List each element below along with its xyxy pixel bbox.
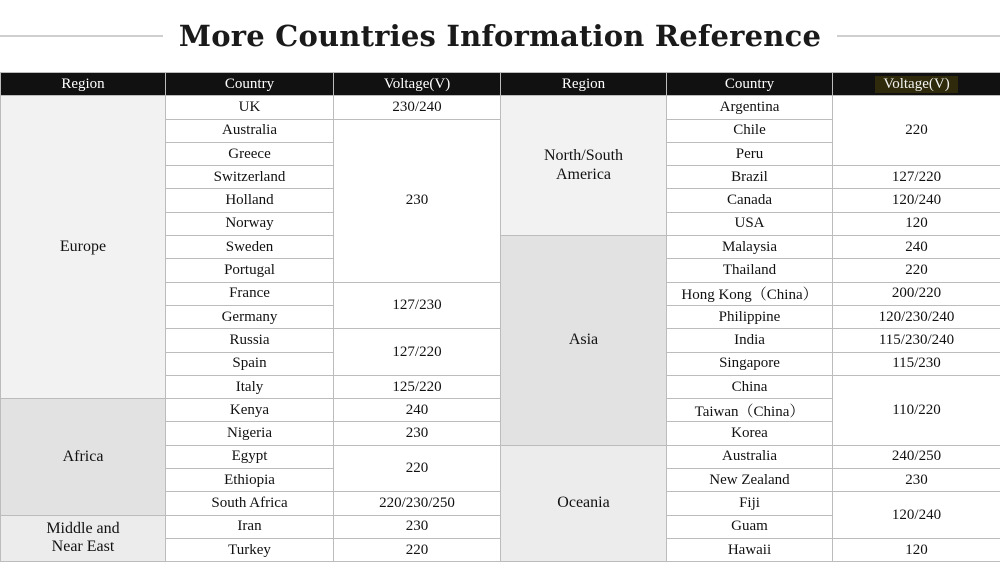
country-cell-left: Turkey [166,538,334,561]
country-cell-left: France [166,282,334,305]
voltage-cell-left: 220 [334,445,501,492]
table-body [1,96,1000,562]
country-cell-left: Portugal [166,259,334,282]
country-cell-right: Guam [667,515,833,538]
country-cell-right: New Zealand [667,469,833,492]
country-cell-left: Germany [166,305,334,328]
country-cell-right: Fiji [667,492,833,515]
header-country-left: Country [166,73,334,96]
country-cell-right: Chile [667,119,833,142]
country-cell-left: Nigeria [166,422,334,445]
country-cell-left: Australia [166,119,334,142]
country-cell-left: Switzerland [166,166,334,189]
voltage-cell-left: 230 [334,515,501,538]
country-cell-right: Canada [667,189,833,212]
voltage-cell-right: 127/220 [833,166,1000,189]
country-cell-right: USA [667,212,833,235]
voltage-cell-right: 115/230 [833,352,1000,375]
country-cell-left: Russia [166,329,334,352]
voltage-cell-left: 230 [334,422,501,445]
voltage-table-wrap [0,72,1000,562]
country-cell-left: Norway [166,212,334,235]
voltage-cell-right: 110/220 [833,375,1000,445]
country-cell-left: Italy [166,375,334,398]
voltage-cell-left: 127/220 [334,329,501,376]
page-title: More Countries Information Reference [178,19,822,53]
voltage-cell-right: 115/230/240 [833,329,1000,352]
table-row [1,96,1000,119]
region-cell-left: Europe [1,96,166,399]
voltage-cell-left: 125/220 [334,375,501,398]
voltage-cell-right: 120 [833,538,1000,561]
region-cell-right: Asia [501,236,667,446]
voltage-cell-right: 120/230/240 [833,305,1000,328]
voltage-cell-left: 230 [334,119,501,282]
title-rule-right [837,35,1000,37]
voltage-cell-right: 120 [833,212,1000,235]
country-cell-right: China [667,375,833,398]
country-cell-right: Hawaii [667,538,833,561]
voltage-cell-left: 230/240 [334,96,501,119]
voltage-cell-right: 200/220 [833,282,1000,305]
voltage-cell-right: 240 [833,236,1000,259]
header-row [1,73,1000,96]
voltage-cell-left: 127/230 [334,282,501,329]
header-voltage-right-label: Voltage(V) [875,76,957,93]
country-cell-right: Korea [667,422,833,445]
country-cell-right: Hong Kong（China） [667,282,833,305]
country-cell-right: Peru [667,142,833,165]
country-cell-left: Spain [166,352,334,375]
title-area [0,0,1000,72]
header-country-right: Country [667,73,833,96]
voltage-cell-right: 220 [833,259,1000,282]
country-cell-right: India [667,329,833,352]
country-cell-right: Taiwan（China） [667,399,833,422]
country-cell-left: UK [166,96,334,119]
voltage-cell-left: 220 [334,538,501,561]
country-cell-left: Egypt [166,445,334,468]
header-region-left: Region [1,73,166,96]
country-cell-left: Sweden [166,236,334,259]
country-cell-left: Holland [166,189,334,212]
header-region-right: Region [501,73,667,96]
country-cell-left: South Africa [166,492,334,515]
voltage-reference-table [0,72,1000,562]
country-cell-left: Iran [166,515,334,538]
voltage-cell-right: 120/240 [833,492,1000,539]
table-header [1,73,1000,96]
country-cell-left: Ethiopia [166,469,334,492]
voltage-cell-right: 230 [833,469,1000,492]
voltage-cell-right: 120/240 [833,189,1000,212]
voltage-cell-left: 220/230/250 [334,492,501,515]
header-voltage-left: Voltage(V) [334,73,501,96]
country-cell-right: Australia [667,445,833,468]
country-cell-right: Philippine [667,305,833,328]
country-cell-right: Brazil [667,166,833,189]
voltage-cell-left: 240 [334,399,501,422]
country-cell-right: Thailand [667,259,833,282]
region-cell-left: Middle and Near East [1,515,166,562]
country-cell-left: Kenya [166,399,334,422]
header-voltage-right [833,73,1000,96]
country-cell-right: Malaysia [667,236,833,259]
region-cell-right: Oceania [501,445,667,561]
country-cell-right: Singapore [667,352,833,375]
country-cell-right: Argentina [667,96,833,119]
region-cell-right: North/South America [501,96,667,236]
title-rule-left [0,35,163,37]
voltage-cell-right: 240/250 [833,445,1000,468]
voltage-cell-right: 220 [833,96,1000,166]
region-cell-left: Africa [1,399,166,515]
country-cell-left: Greece [166,142,334,165]
